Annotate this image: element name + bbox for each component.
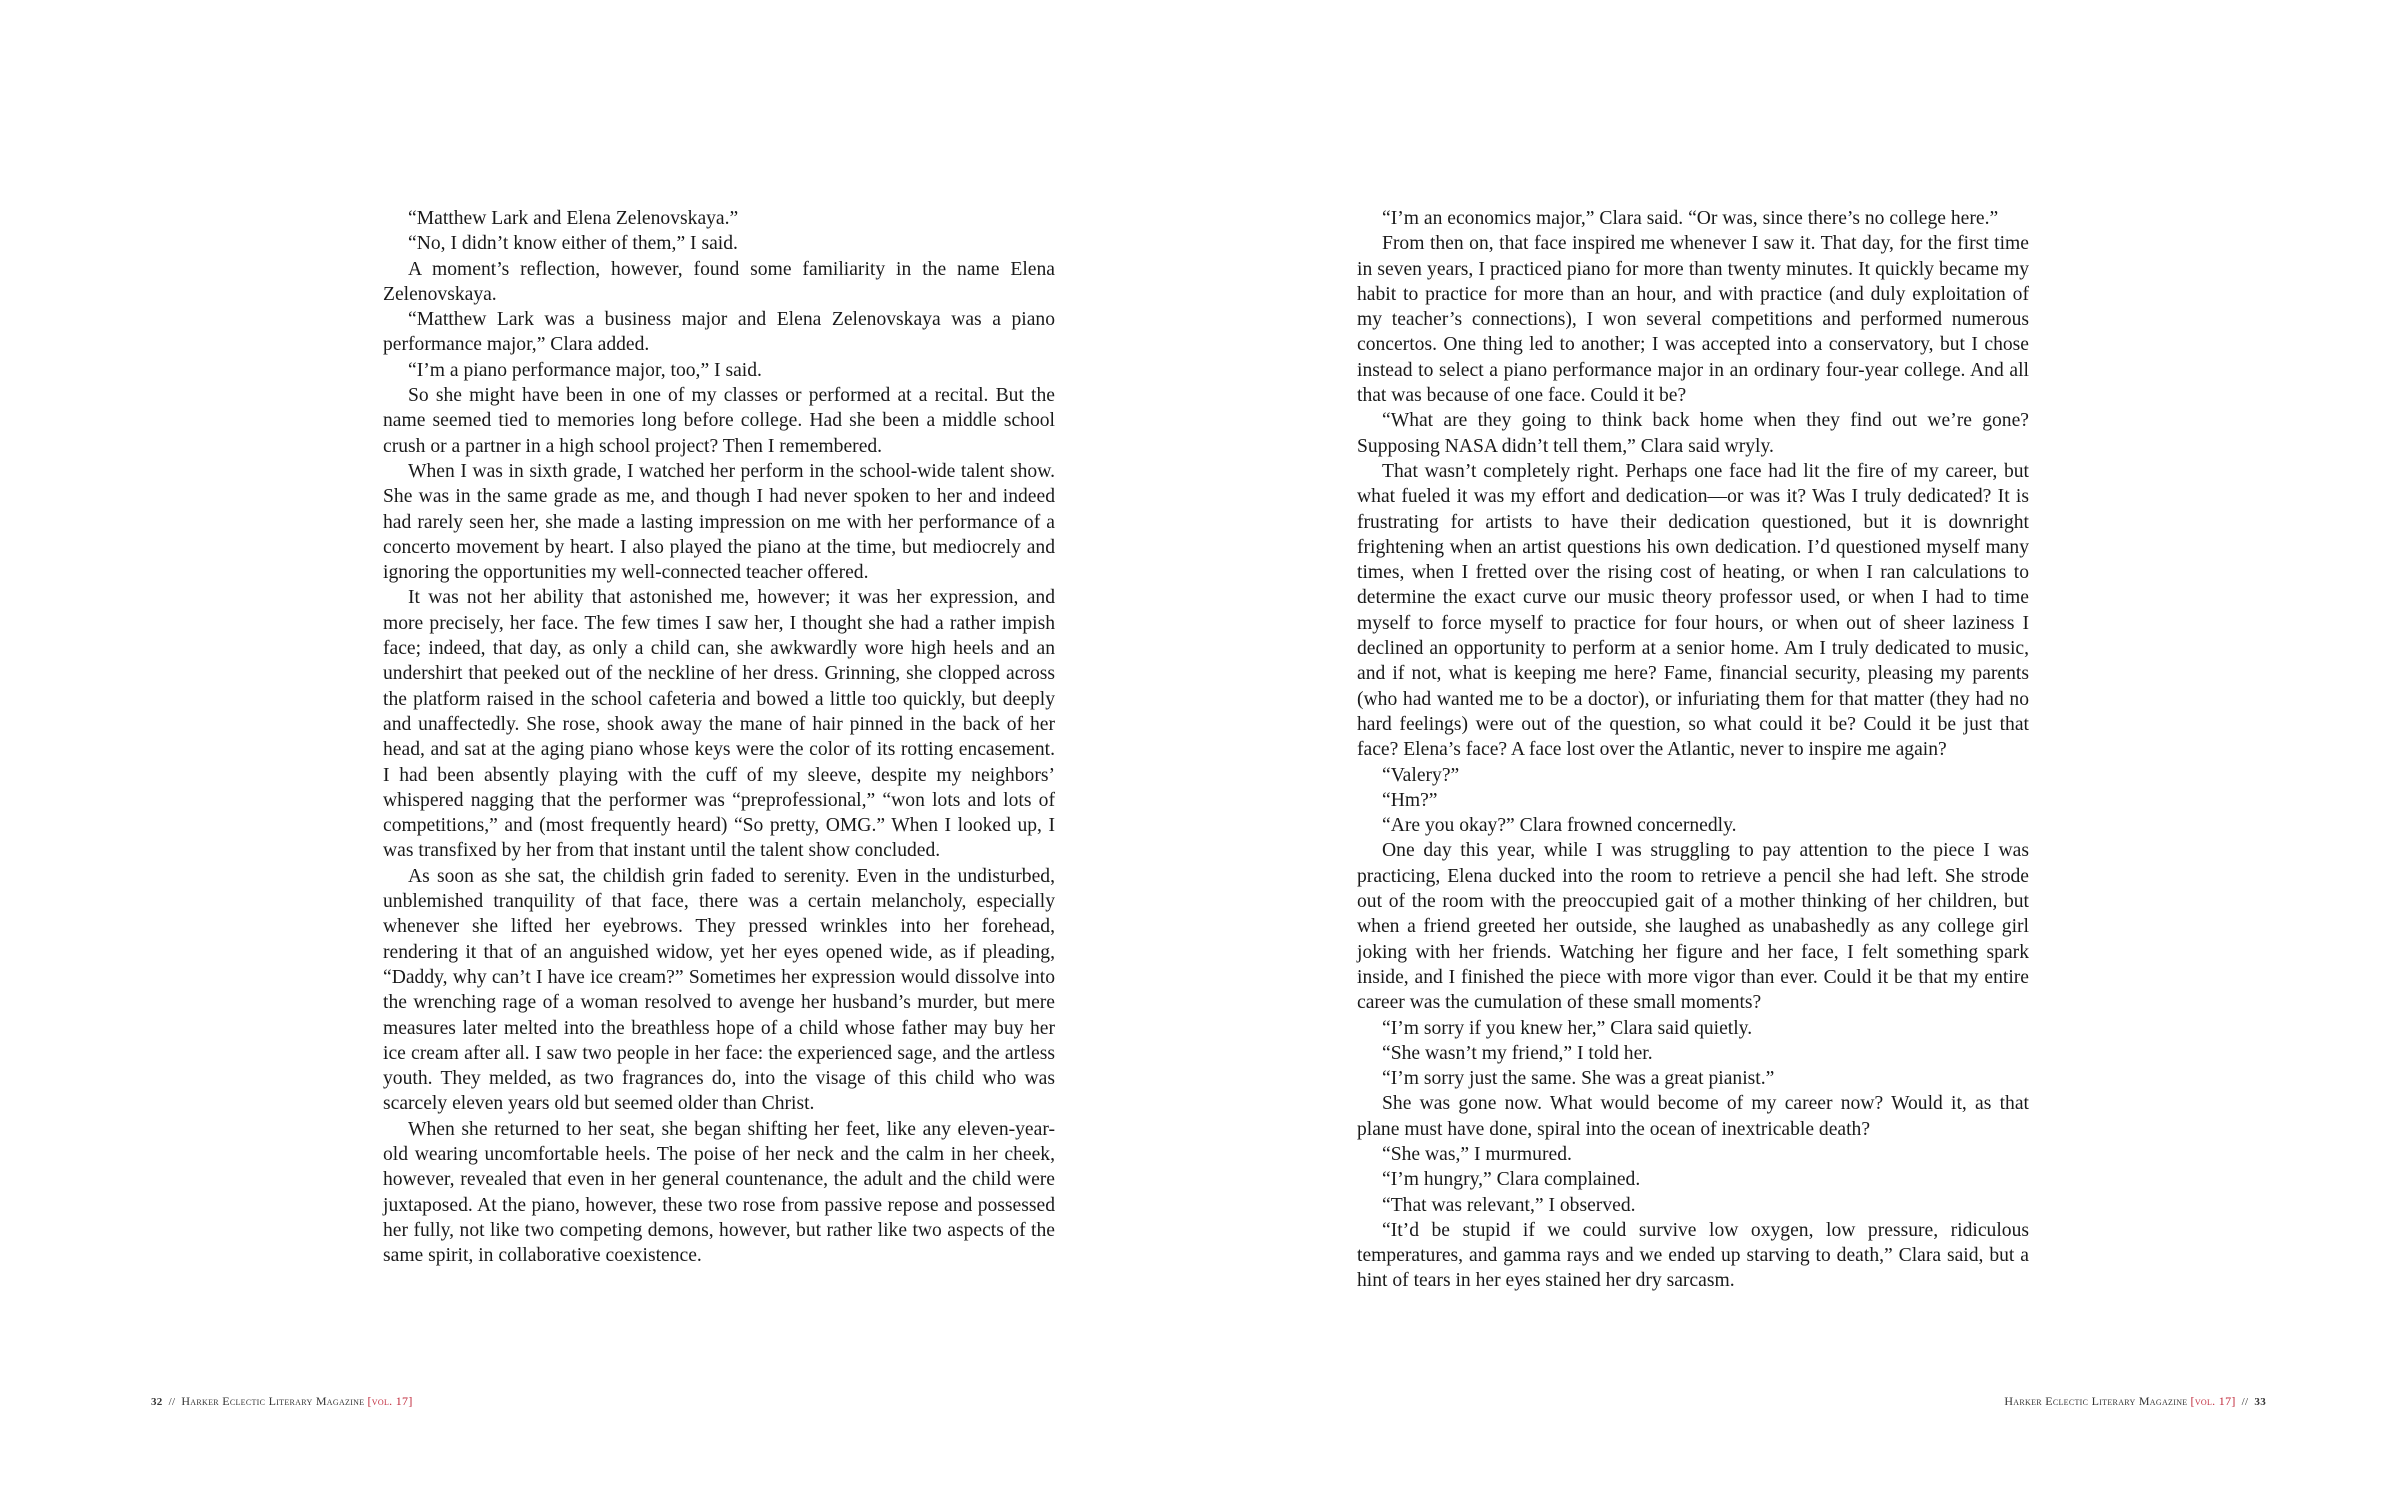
right-text-column	[1357, 206, 2029, 1294]
right-page	[1200, 0, 2400, 1500]
paragraph: “Matthew Lark was a business major and Elena Zelenovskaya was a piano performance major,” Clara added.	[383, 309, 1055, 356]
paragraph: “No, I didn’t know either of them,” I said.	[408, 233, 738, 255]
paragraph: When I was in sixth grade, I watched her perform in the school-wide talent show. She was in the same grade as me, and though I had never spoken to her and indeed had rarely seen her, she made a lasting impression on me with her performance of a concerto movement by heart. I also played the piano at the time, but mediocrely and ignoring the opportunities my well-connected teacher offered.	[383, 460, 1055, 584]
magazine-title: Harker Eclectic Literary Magazine	[2004, 1394, 2188, 1408]
paragraph: “She wasn’t my friend,” I told her.	[1382, 1042, 1653, 1064]
paragraph: “That was relevant,” I observed.	[1382, 1194, 1636, 1216]
paragraph: That wasn’t completely right. Perhaps one face had lit the fire of my career, but what fueled it was my effort and dedication—or was it? Was I truly dedicated? It is frustrating for artists to have their dedication questioned, but it is downright frightening when an artist questions his own dedication. I’d questioned myself many times, when I fretted over the rising cost of heating, or when I ran calculations to determine the exact curve our music theory professor used, or when I had to time myself to force myself to practice for four hours, or when out of sheer laziness I declined an opportunity to perform at a senior home. Am I truly dedicated to music, and if not, what is keeping me here? Fame, financial security, pleasing my parents (who had wanted me to be a doctor), or infuriating them for that matter (they had no hard feelings) were out of the question, so what could it be? Could it be just that face? Elena’s face? A face lost over the Atlantic, never to inspire me again?	[1357, 460, 2029, 761]
paragraph: From then on, that face inspired me whenever I saw it. That day, for the first time in seven years, I practiced piano for more than twenty minutes. It quickly became my habit to practice for more than an hour, and with practice (and duly exploitation of my teacher’s connections), I won several competitions and performed numerous concertos. One thing led to another; I was accepted into a conservatory, but I chose instead to select a piano performance major in an ordinary four-year college. And all that was because of one face. Could it be?	[1357, 233, 2029, 407]
right-folio	[2004, 1394, 2266, 1409]
page-number: 32	[151, 1396, 163, 1408]
paragraph: “Matthew Lark and Elena Zelenovskaya.”	[408, 208, 739, 229]
paragraph: So she might have been in one of my classes or performed at a recital. But the name seemed tied to memories long before college. Had she been a middle school crush or a partner in a high school project? Then I remembered.	[383, 385, 1055, 457]
paragraph: She was gone now. What would become of my career now? Would it, as that plane must have done, spiral into the ocean of inextricable death?	[1357, 1093, 2029, 1140]
paragraph: “She was,” I murmured.	[1382, 1143, 1572, 1165]
left-folio	[151, 1394, 413, 1409]
paragraph: One day this year, while I was struggling to pay attention to the piece I was practicing, Elena ducked into the room to retrieve a pencil she had left. She strode out of the room with the preoccupied gait of a mother thinking of her children, but when a friend greeted her outside, she laughed as unabashedly as any college girl joking with her friends. Watching her figure and her face, I felt something spark inside, and I finished the piece with more vigor than ever. Could it be that my entire career was the cumulation of these small moments?	[1357, 840, 2029, 1014]
paragraph: “Are you okay?” Clara frowned concernedly.	[1382, 815, 1737, 837]
paragraph: “It’d be stupid if we could survive low oxygen, low pressure, ridiculous temperatures, and gamma rays and we ended up starving to death,” Clara said, but a hint of tears in her eyes stained her dry sarcasm.	[1357, 1219, 2029, 1292]
paragraph: It was not her ability that astonished me, however; it was her expression, and more precisely, her face. The few times I saw her, I thought she had a rather impish face; indeed, that day, as only a child can, she awkwardly wore high heels and an undershirt that peeked out of the neckline of her dress. Grinning, she clopped across the platform raised in the school cafeteria and bowed a little too quickly, but deeply and unaffectedly. She rose, shook away the mane of hair pinned in the back of her head, and sat at the aging piano whose keys were the color of its rotting encasement. I had been absently playing with the cuff of my sleeve, despite my neighbors’ whispered nagging that the performer was “preprofessional,” “won lots and lots of competitions,” and (most frequently heard) “So pretty, OMG.” When I looked up, I was transfixed by her from that instant until the talent show concluded.	[383, 587, 1055, 862]
page-number: 33	[2254, 1396, 2266, 1408]
paragraph: “I’m a piano performance major, too,” I said.	[408, 359, 762, 381]
paragraph: “Hm?”	[1382, 789, 1438, 811]
paragraph: “I’m an economics major,” Clara said. “Or was, since there’s no college here.”	[1382, 208, 1999, 229]
folio-separator: //	[168, 1396, 176, 1408]
folio-separator: //	[2241, 1396, 2249, 1408]
paragraph: “What are they going to think back home when they find out we’re gone? Supposing NASA didn’t tell them,” Clara said wryly.	[1357, 410, 2029, 457]
paragraph: A moment’s reflection, however, found some familiarity in the name Elena Zelenovskaya.	[383, 258, 1055, 305]
volume-label: [vol. 17]	[367, 1394, 413, 1408]
paragraph: “I’m sorry just the same. She was a great pianist.”	[1382, 1068, 1775, 1090]
left-text-column	[383, 206, 1055, 1268]
paragraph: “Valery?”	[1382, 764, 1460, 786]
magazine-title: Harker Eclectic Literary Magazine	[181, 1394, 365, 1408]
paragraph: “I’m hungry,” Clara complained.	[1382, 1169, 1641, 1191]
paragraph: “I’m sorry if you knew her,” Clara said quietly.	[1382, 1017, 1753, 1039]
volume-label: [vol. 17]	[2190, 1394, 2236, 1408]
paragraph: When she returned to her seat, she began shifting her feet, like any eleven-year-old wearing uncomfortable heels. The poise of her neck and the calm in her cheek, however, revealed that even in her general countenance, the adult and the child were juxtaposed. At the piano, however, these two rose from passive repose and possessed her fully, not like two competing demons, however, but rather like two aspects of the same spirit, in collaborative coexistence.	[383, 1118, 1055, 1267]
paragraph: As soon as she sat, the childish grin faded to serenity. Even in the undisturbed, unblemished tranquility of that face, there was a certain melancholy, especially whenever she lifted her eyebrows. They pressed wrinkles into her forehead, rendering it that of an anguished widow, yet her eyes opened wide, as if pleading, “Daddy, why can’t I have ice cream?” Sometimes her expression would dissolve into the wrenching rage of a woman resolved to avenge her husband’s murder, but mere measures later melted into the breathless hope of a child whose father may buy her ice cream after all. I saw two people in her face: the experienced sage, and the artless youth. They melded, as two fragrances do, into the visage of this child who was scarcely eleven years old but seemed older than Christ.	[383, 865, 1055, 1115]
